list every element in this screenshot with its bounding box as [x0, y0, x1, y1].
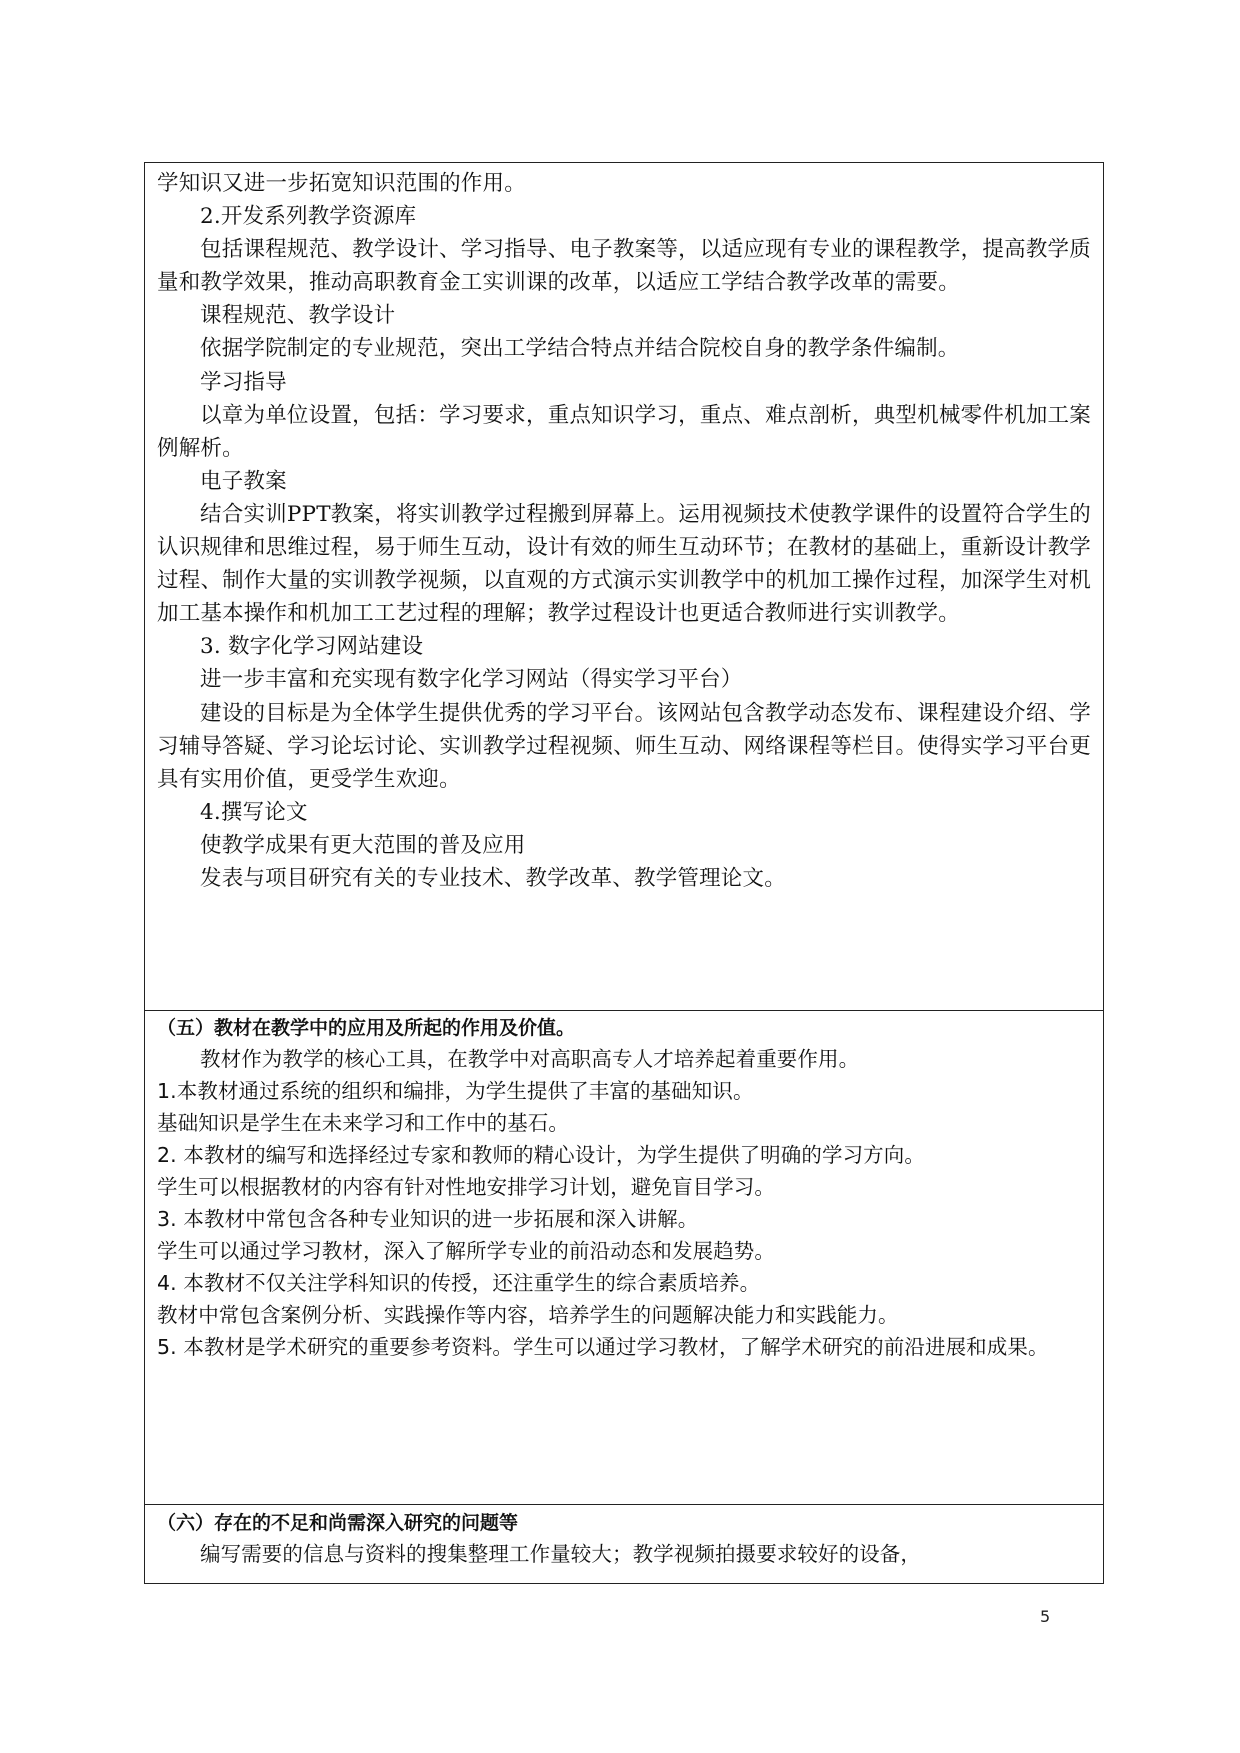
- paragraph-course-spec: 依据学院制定的专业规范，突出工学结合特点并结合院校自身的教学条件编制。: [200, 336, 960, 362]
- section-5-heading: （五）教材在教学中的应用及所起的作用及价值。: [157, 1017, 576, 1039]
- section-5-line: 2. 本教材的编写和选择经过专家和教师的精心设计，为学生提供了明确的学习方向。: [157, 1143, 925, 1167]
- line-popularize-results: 使教学成果有更大范围的普及应用: [200, 832, 526, 858]
- section-6-line: 编写需要的信息与资料的搜集整理工作量较大；教学视频拍摄要求较好的设备，: [200, 1542, 921, 1566]
- section-5-line: 学生可以通过学习教材，深入了解所学专业的前沿动态和发展趋势。: [157, 1239, 775, 1263]
- subheading-course-spec: 课程规范、教学设计: [200, 303, 396, 329]
- paragraph-study-guide: 以章为单位设置，包括：学习要求，重点知识学习，重点、难点剖析，典型机械零件机加工案例解析。: [157, 402, 1091, 461]
- subheading-write-papers: 4.撰写论文: [200, 799, 308, 825]
- section-5-line: 基础知识是学生在未来学习和工作中的基石。: [157, 1111, 569, 1135]
- subheading-e-lesson-plan: 电子教案: [200, 468, 287, 494]
- subheading-learning-website: 3. 数字化学习网站建设: [200, 634, 424, 660]
- section-5-line: 教材作为教学的核心工具，在教学中对高职高专人才培养起着重要作用。: [200, 1047, 860, 1071]
- paragraph-e-lesson-plan: 结合实训PPT教案，将实训教学过程搬到屏幕上。运用视频技术使教学课件的设置符合学生的认识规律和思维过程，易于师生互动，设计有效的师生互动环节；在教材的基础上，重新设计教学过程、制作大量的实训教学视频，以直观的方式演示实训教学中的机加工操作过程，加深学生对机加工基本操作和机加工工艺过程的理解；教学过程设计也更适合教师进行实训教学。: [157, 501, 1091, 627]
- page-number: 5: [1040, 1607, 1051, 1626]
- report-table: [144, 162, 1104, 1584]
- paragraph-website-goal: 建设的目标是为全体学生提供优秀的学习平台。该网站包含教学动态发布、课程建设介绍、学习辅导答疑、学习论坛讨论、实训教学过程视频、师生互动、网络课程等栏目。使得实学习平台更具有实用价值，更受学生欢迎。: [157, 700, 1091, 792]
- section-5-line: 4. 本教材不仅关注学科知识的传授，还注重学生的综合素质培养。: [157, 1271, 761, 1295]
- section-5-line: 5. 本教材是学术研究的重要参考资料。学生可以通过学习教材，了解学术研究的前沿进展和成果。: [157, 1335, 1049, 1359]
- section-4-cell: [145, 163, 1103, 1010]
- section-5-line: 1.本教材通过系统的组织和编排，为学生提供了丰富的基础知识。: [157, 1079, 754, 1103]
- subheading-resource-library: 2.开发系列教学资源库: [200, 204, 417, 230]
- section-6-cell: [145, 1504, 1103, 1583]
- paragraph-resource-library: 包括课程规范、教学设计、学习指导、电子教案等，以适应现有专业的课程教学，提高教学质量和教学效果，推动高职教育金工实训课的改革，以适应工学结合教学改革的需要。: [157, 237, 1091, 296]
- subheading-study-guide: 学习指导: [200, 369, 287, 395]
- subheading-enrich-website: 进一步丰富和充实现有数字化学习网站（得实学习平台）: [200, 667, 743, 693]
- line-publish-papers: 发表与项目研究有关的专业技术、教学改革、教学管理论文。: [200, 865, 786, 891]
- section-5-line: 学生可以根据教材的内容有针对性地安排学习计划，避免盲目学习。: [157, 1175, 775, 1199]
- section-6-heading: （六）存在的不足和尚需深入研究的问题等: [157, 1512, 519, 1534]
- section-5-line: 教材中常包含案例分析、实践操作等内容，培养学生的问题解决能力和实践能力。: [157, 1303, 899, 1327]
- section-5-cell: [145, 1010, 1103, 1504]
- section-5-line: 3. 本教材中常包含各种专业知识的进一步拓展和深入讲解。: [157, 1207, 699, 1231]
- continuation-line: 学知识又进一步拓宽知识范围的作用。: [157, 171, 526, 196]
